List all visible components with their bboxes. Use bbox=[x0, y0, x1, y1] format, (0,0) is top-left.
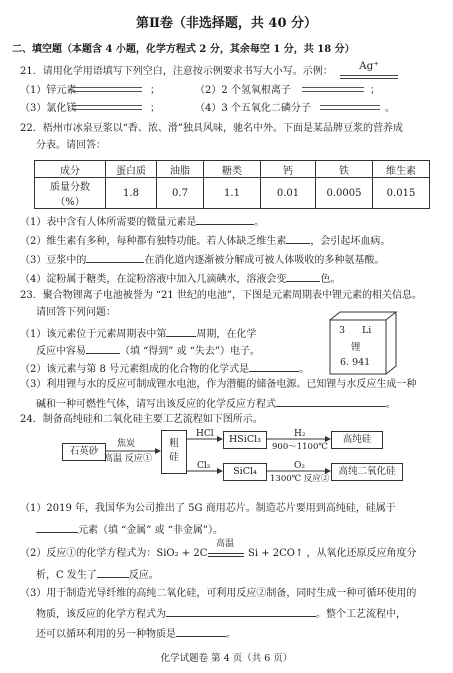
q21-blank-1[interactable] bbox=[72, 84, 142, 92]
table-header-cell: 维生素 bbox=[373, 161, 430, 178]
q23-1a: （1）该元素位于元素周期表中第 周期，在化学 bbox=[20, 326, 256, 341]
q24-2c: 析，C 发生了 反应。 bbox=[36, 567, 159, 582]
q21-example: Ag⁺ bbox=[359, 60, 379, 72]
q24-stem: 24．制备高纯硅和二氧化硅主要工艺流程如下图所示。 bbox=[20, 414, 263, 425]
table-cell: 0.01 bbox=[261, 178, 316, 209]
nutrition-table bbox=[34, 160, 430, 209]
q21-blank-2[interactable] bbox=[302, 84, 364, 92]
q21-item-3: （3）氯化镁 bbox=[20, 103, 77, 114]
q22-3: （3）豆浆中的 在消化道内逐渐被分解成可被人体吸收的多种氨基酸。 bbox=[20, 252, 384, 267]
lithium-element-card bbox=[324, 310, 404, 380]
q24-3-blank-2[interactable] bbox=[176, 626, 226, 637]
flow-hsicl3-box: HSiCl₃ bbox=[223, 431, 267, 449]
flow-step1-label: 高温 反应① bbox=[104, 454, 152, 464]
q23-3a: （3）利用锂与水的反应可制成锂水电池，作为潜艇的储备电源。已知锂与水反应生成一种 bbox=[20, 379, 417, 390]
flow-temp1-label: 900～1100℃ bbox=[272, 442, 328, 452]
q22-4-blank[interactable] bbox=[286, 271, 320, 282]
table-header-row bbox=[35, 161, 430, 178]
q21-example-underline bbox=[340, 73, 398, 79]
q23-1b: 反应中容易 （填 “得到” 或 “失去”）电子。 bbox=[36, 343, 260, 358]
q24-2-condition: 高温 bbox=[216, 539, 235, 549]
flow-sicl4-box: SiCl₄ bbox=[223, 463, 267, 481]
q22-2: （2）维生素有多种，每种都有独特功能。若人体缺乏维生素 ，会引起坏血病。 bbox=[20, 233, 390, 248]
q22-stem-2: 分表。请回答： bbox=[36, 140, 106, 151]
q24-1-blank[interactable] bbox=[36, 522, 78, 533]
q22-2-blank[interactable] bbox=[286, 233, 310, 244]
q21-sep-1: ； bbox=[150, 85, 160, 96]
q22-1-blank[interactable] bbox=[196, 214, 254, 225]
element-mass: 6. 941 bbox=[340, 357, 371, 368]
table-header-cell: 蛋白质 bbox=[106, 161, 157, 178]
page-footer: 化学试题卷 第 4 页（共 6 页） bbox=[160, 653, 293, 664]
q22-1: （1）表中含有人体所需要的微量元素是 。 bbox=[20, 214, 264, 229]
q23-2: （2）该元素与第 8 号元素组成的化合物的化学式是 。 bbox=[20, 361, 309, 376]
table-header-cell: 油脂 bbox=[157, 161, 204, 178]
q21-blank-3[interactable] bbox=[72, 102, 142, 110]
q24-3-blank-1[interactable] bbox=[166, 606, 316, 617]
q24-1a: （1）2019 年，我国华为公司推出了 5G 商用芯片。制造芯片要用到高纯硅，硅属于 bbox=[20, 503, 396, 514]
q21-sep-2: ； bbox=[370, 85, 380, 96]
flow-pure-si-box: 高纯硅 bbox=[331, 431, 383, 449]
q24-1b: 元素（填 “金属” 或 “非金属”）。 bbox=[36, 522, 223, 537]
flow-quartz-box: 石英砂 bbox=[62, 443, 106, 461]
table-cell: 0.0005 bbox=[316, 178, 373, 209]
q24-2-equals bbox=[208, 551, 244, 557]
flow-cl2-label: Cl₂ bbox=[197, 461, 211, 471]
page-title: 第Ⅱ卷（非选择题，共 40 分） bbox=[135, 16, 318, 31]
q23-stem-1: 23．聚合物锂离子电池被誉为 “21 世纪的电池”，下图是元素周期表中锂元素的相关信息。 bbox=[20, 290, 423, 301]
flow-temp2-label: 1300℃ 反应② bbox=[270, 474, 330, 484]
q21-item-1: （1）锌元素 bbox=[20, 85, 77, 96]
table-cell: 1.1 bbox=[204, 178, 261, 209]
q24-3a: （3）用于制造光导纤维的高纯二氧化硅，可利用反应②制备，同时生成一种可循环使用的 bbox=[20, 588, 417, 599]
q22-4: （4）淀粉属于糖类，在淀粉溶液中加入几滴碘水，溶液会变 色。 bbox=[20, 271, 340, 286]
q23-1-blank-2[interactable] bbox=[86, 343, 120, 354]
q21-sep-3: ； bbox=[150, 103, 160, 114]
element-number: 3 bbox=[339, 325, 346, 336]
q24-3b: 物质，该反应的化学方程式为 。整个工艺流程中， bbox=[36, 606, 406, 621]
q23-3b: 碱和一种可燃性气体，请写出该反应的化学反应方程式 。 bbox=[36, 396, 396, 411]
q21-end: 。 bbox=[385, 103, 395, 114]
flow-crude-si-box bbox=[161, 430, 187, 474]
q21-item-2: （2）2 个氢氧根离子 bbox=[195, 85, 291, 96]
table-header-cell: 成分 bbox=[35, 161, 106, 178]
q21-item-4: （4）3 个五氧化二磷分子 bbox=[195, 103, 311, 114]
flow-hcl-label: HCl bbox=[196, 429, 214, 439]
flow-o2-label: O₂ bbox=[294, 461, 305, 471]
table-row bbox=[35, 178, 430, 209]
q21-blank-4[interactable] bbox=[320, 102, 380, 110]
table-row-label: 质量分数（%） bbox=[35, 178, 106, 209]
q23-stem-2: 请回答下列问题： bbox=[36, 307, 116, 318]
flow-coke-label: 焦炭 bbox=[117, 439, 136, 449]
table-header-cell: 铁 bbox=[316, 161, 373, 178]
q22-stem-1: 22．梧州市冰泉豆浆以“香、浓、滑”独具风味，驰名中外。下面是某品牌豆浆的营养成 bbox=[20, 123, 403, 134]
q22-3-blank[interactable] bbox=[86, 252, 144, 263]
q21-stem: 21．请用化学用语填写下列空白，注意按示例要求书写大小写。示例： bbox=[20, 66, 333, 77]
table-header-cell: 钙 bbox=[261, 161, 316, 178]
q23-3-blank[interactable] bbox=[276, 396, 386, 407]
flow-pure-sio2-box: 高纯二氧化硅 bbox=[331, 463, 403, 481]
flow-h2-label: H₂ bbox=[294, 429, 306, 439]
q24-2b: Si + 2CO↑ ，从氧化还原反应角度分 bbox=[248, 548, 417, 559]
q24-2-blank[interactable] bbox=[97, 567, 129, 578]
element-name: 锂 bbox=[351, 342, 361, 353]
table-header-cell: 糖类 bbox=[204, 161, 261, 178]
flow-crude-si-label: 粗硅 bbox=[169, 438, 179, 463]
table-cell: 0.015 bbox=[373, 178, 430, 209]
element-symbol: Li bbox=[362, 325, 372, 336]
section-heading: 二、填空题（本题含 4 小题，化学方程式 2 分，其余每空 1 分，共 18 分） bbox=[12, 44, 355, 55]
q23-2-blank[interactable] bbox=[249, 361, 299, 372]
table-cell: 0.7 bbox=[157, 178, 204, 209]
table-cell: 1.8 bbox=[106, 178, 157, 209]
q23-1-blank-1[interactable] bbox=[166, 326, 196, 337]
q24-3d: 还可以循环利用的另一种物质是 。 bbox=[36, 626, 236, 641]
q24-2a: （2）反应①的化学方程式为：SiO₂ + 2C bbox=[20, 548, 208, 559]
